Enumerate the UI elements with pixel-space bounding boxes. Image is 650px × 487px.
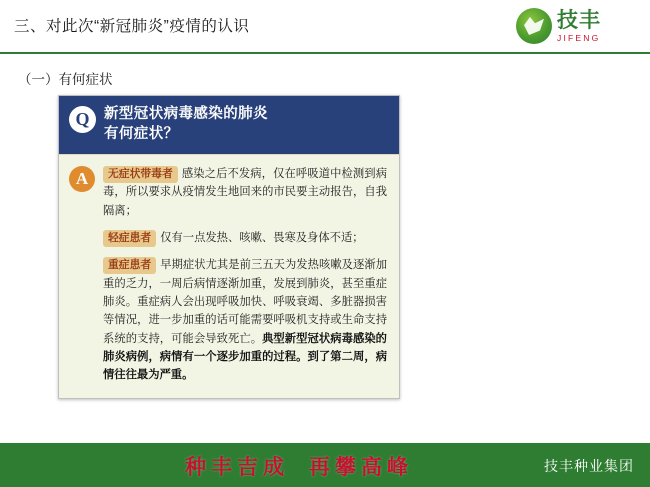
answer-paragraph-text: 仅有一点发热、咳嗽、畏寒及身体不适；	[160, 232, 364, 245]
answer-badge-icon: A	[69, 166, 95, 192]
status-badge: 重症患者	[103, 257, 156, 274]
slide-header	[0, 0, 650, 52]
answer-paragraph	[103, 229, 387, 247]
footer-slogan-left: 种丰吉成	[185, 455, 289, 479]
question-line-1: 新型冠状病毒感染的肺炎	[104, 106, 268, 122]
header-divider	[0, 52, 650, 54]
answer-paragraph	[103, 256, 387, 384]
page-title: 三、对此次“新冠肺炎”疫情的认识	[14, 18, 250, 35]
answer-paragraph-text: 感染之后不发病，仅在呼吸道中检测到病毒，所以要求从疫情发生地回来的市民要主动报告，自我隔离；	[103, 168, 387, 217]
question-line-2: 有何症状？	[104, 125, 179, 142]
answer-paragraph-text: 早期症状尤其是前三五天为发热咳嗽及逐渐加重的乏力，一周后病情逐渐加重，发展到肺炎，甚至重症肺炎。重症病人会出现呼吸加快、呼吸衰竭、多脏器损害等情况，进一步加重的话可能需要呼吸机支持或生命支持系统的支持，可能会导致死亡。	[103, 259, 387, 345]
brand-logo	[516, 6, 638, 46]
question-badge-icon: Q	[69, 106, 96, 133]
qa-card	[58, 95, 400, 399]
answer-body	[103, 165, 387, 384]
qa-question-block	[59, 96, 399, 154]
footer-slogan-right: 再攀高峰	[309, 455, 413, 479]
logo-name-cn: 技丰	[557, 8, 601, 32]
section-subheading: （一）有何症状	[18, 72, 113, 87]
status-badge: 无症状带毒者	[103, 166, 178, 183]
logo-name-en: JIFENG	[557, 32, 601, 43]
footer-company-name: 技丰种业集团	[544, 458, 634, 474]
qa-answer-block	[59, 154, 399, 398]
slide-footer	[0, 443, 650, 487]
answer-paragraph-emphasis: 典型新型冠状病毒感染的肺炎病例，病情有一个逐步加重的过程。到了第二周，病情往往最为严重。	[103, 332, 387, 382]
question-text	[104, 105, 268, 144]
footer-slogan	[185, 451, 413, 481]
logo-text	[557, 10, 601, 43]
answer-paragraph	[103, 165, 387, 220]
status-badge: 轻症患者	[103, 230, 156, 247]
leaf-logo-icon	[516, 8, 552, 44]
